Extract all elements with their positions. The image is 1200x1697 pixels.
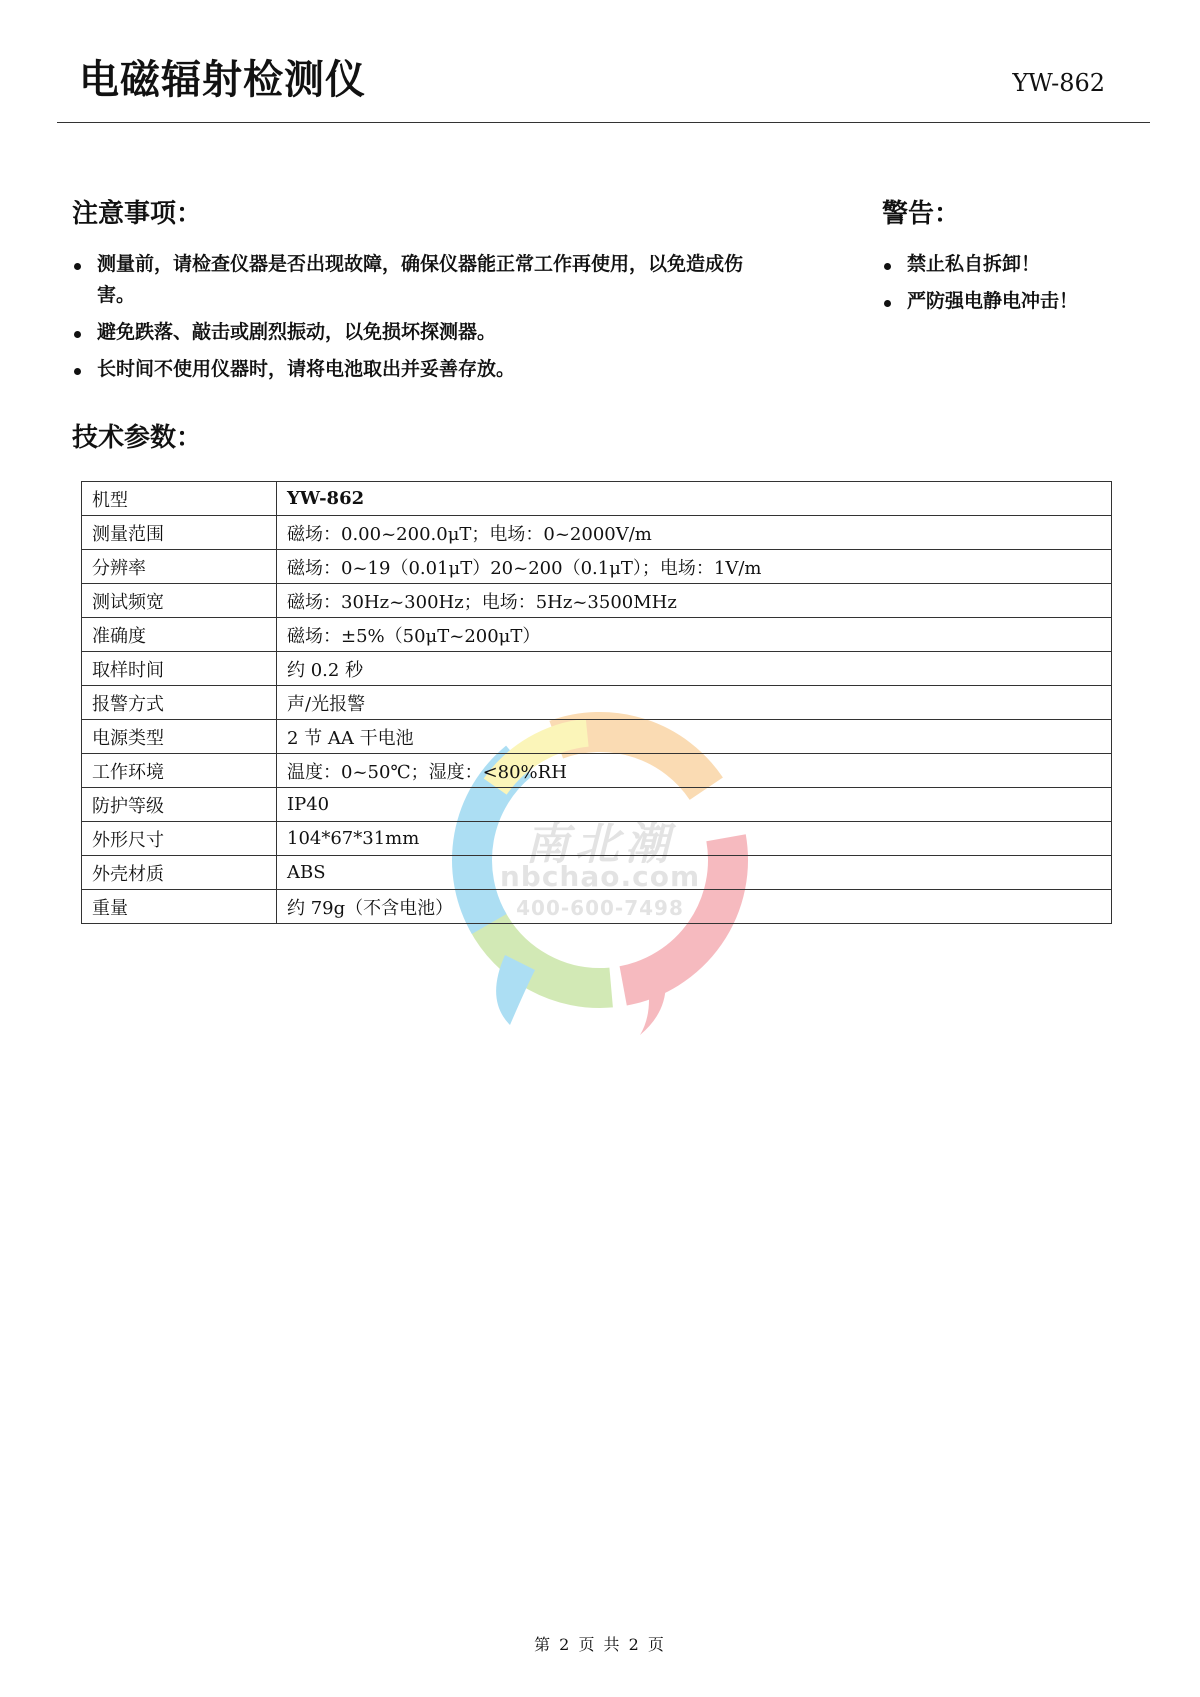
table-row [82,482,1112,516]
page-header [57,52,1150,123]
param-name: 机型 [82,482,277,516]
param-name: 工作环境 [82,754,277,788]
param-value: 磁场：±5%（50μT~200μT） [277,618,1112,652]
param-name: 重量 [82,890,277,924]
list-item: 避免跌落、敲击或剧烈振动，以免损坏探测器。 [72,317,752,348]
param-value: 磁场：0~19（0.01μT）20~200（0.1μT）；电场：1V/m [277,550,1112,584]
param-name: 准确度 [82,618,277,652]
param-value: IP40 [277,788,1112,822]
document-title: 电磁辐射检测仪 [79,57,366,103]
param-value: 约 79g（不含电池） [277,890,1112,924]
param-value: YW-862 [277,482,1112,516]
table-row [82,754,1112,788]
param-name: 报警方式 [82,686,277,720]
notes-heading: 注意事项： [72,199,203,229]
notes-list [72,249,752,391]
table-row [82,584,1112,618]
table-row [82,652,1112,686]
table-row [82,890,1112,924]
spec-heading: 技术参数： [72,423,203,453]
param-name: 取样时间 [82,652,277,686]
param-value: 104*67*31mm [277,822,1112,856]
param-name: 测试频宽 [82,584,277,618]
param-name: 防护等级 [82,788,277,822]
param-value: 2 节 AA 干电池 [277,720,1112,754]
spec-table [81,481,1112,924]
table-row [82,550,1112,584]
table-row [82,856,1112,890]
param-value: 磁场：0.00~200.0μT；电场：0~2000V/m [277,516,1112,550]
model-number: YW-862 [1012,69,1105,97]
page-number: 第 2 页 共 2 页 [534,1635,666,1654]
param-name: 测量范围 [82,516,277,550]
watermark-phone: 400-600-7498 [516,896,684,920]
list-item: 禁止私自拆卸！ [882,249,1142,280]
watermark-brand-cn: 南北潮 [525,819,675,870]
table-row [82,720,1112,754]
param-value: ABS [277,856,1112,890]
warning-heading: 警告： [882,199,961,229]
table-row [82,822,1112,856]
watermark-domain: nbchao.com [499,860,701,893]
table-row [82,516,1112,550]
param-value: 约 0.2 秒 [277,652,1112,686]
param-name: 外形尺寸 [82,822,277,856]
param-name: 电源类型 [82,720,277,754]
param-value: 声/光报警 [277,686,1112,720]
warning-list [882,249,1142,323]
list-item: 严防强电静电冲击！ [882,286,1142,317]
list-item: 长时间不使用仪器时，请将电池取出并妥善存放。 [72,354,752,385]
table-row [82,618,1112,652]
param-value: 磁场：30Hz~300Hz；电场：5Hz~3500MHz [277,584,1112,618]
list-item: 测量前，请检查仪器是否出现故障，确保仪器能正常工作再使用，以免造成伤害。 [72,249,752,311]
table-row [82,788,1112,822]
param-name: 分辨率 [82,550,277,584]
table-row [82,686,1112,720]
param-name: 外壳材质 [82,856,277,890]
param-value: 温度：0~50℃；湿度：<80%RH [277,754,1112,788]
